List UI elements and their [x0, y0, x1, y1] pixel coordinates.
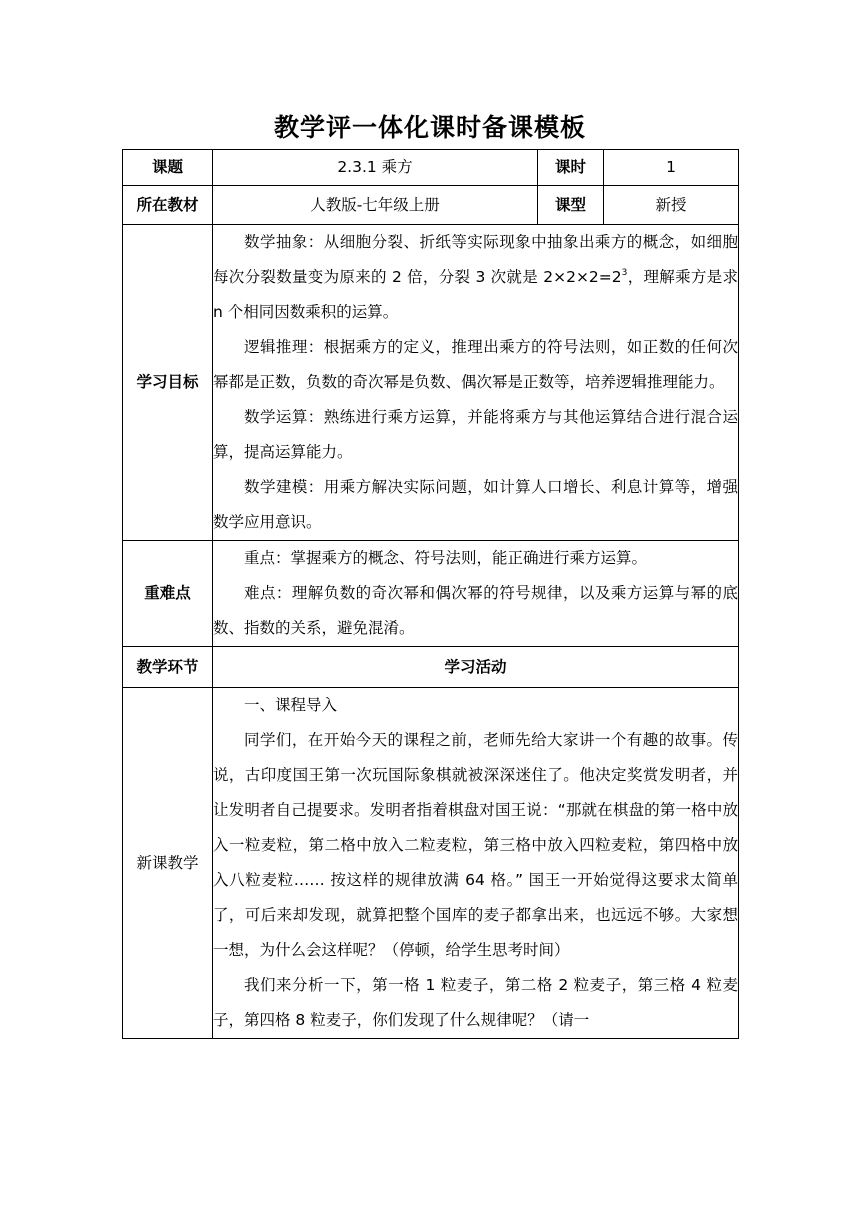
learning-activity-label: 学习活动: [213, 647, 739, 688]
lesson-type-label: 课型: [538, 186, 604, 225]
lesson-paragraph: 一、课程导入: [244, 696, 338, 714]
objectives-content: [213, 225, 739, 541]
key-point-paragraph: 难点：理解负数的奇次幂和偶次幂的符号规律，以及乘方运算与幂的底数、指数的关系，避免混淆。: [213, 584, 738, 637]
document-title: 教学评一体化课时备课模板: [273, 113, 586, 142]
table-row: [123, 541, 739, 647]
table-row: [123, 225, 739, 541]
key-points-label: 重难点: [123, 541, 213, 647]
key-point-paragraph: 重点：掌握乘方的概念、符号法则，能正确进行乘方运算。: [244, 549, 648, 567]
objective-paragraph: 数学抽象：从细胞分裂、折纸等实际现象中抽象出乘方的概念，如细胞每次分裂数量变为原来的 2 倍，分裂 3 次就是 $2\times 2\times 2=2^3$，理解乘方是求 n 个相同因数乘积的运算。: [213, 233, 738, 321]
lesson-plan-table: [122, 149, 739, 1039]
textbook-label: 所在教材: [123, 186, 213, 225]
new-lesson-label: 新课教学: [123, 688, 213, 1039]
objective-paragraph: 逻辑推理：根据乘方的定义，推理出乘方的符号法则，如正数的任何次幂都是正数，负数的奇次幂是负数、偶次幂是正数等，培养逻辑推理能力。: [213, 338, 738, 391]
textbook-value: 人教版-七年级上册: [213, 186, 538, 225]
key-points-content: [213, 541, 739, 647]
topic-label: 课题: [123, 150, 213, 186]
table-row: [123, 688, 739, 1039]
period-label: 课时: [538, 150, 604, 186]
table-row: [123, 186, 739, 225]
objectives-label: 学习目标: [123, 225, 213, 541]
new-lesson-content: [213, 688, 739, 1039]
period-value: 1: [604, 150, 739, 186]
lesson-type-value: 新授: [604, 186, 739, 225]
lesson-paragraph: 同学们，在开始今天的课程之前，老师先给大家讲一个有趣的故事。传说，古印度国王第一次玩国际象棋就被深深迷住了。他决定奖赏发明者，并让发明者自己提要求。发明者指着棋盘对国王说：“那就在棋盘的第一格中放入一粒麦粒，第二格中放入二粒麦粒，第三格中放入四粒麦粒，第四格中放入八粒麦粒…… 按这样的规律放满 64 格。” 国王一开始觉得这要求太简单了，可后来却发现，就算把整个国库的麦子都拿出来，也远远不够。大家想一想，为什么会这样呢？（停顿，给学生思考时间）: [213, 731, 738, 959]
teaching-stage-label: 教学环节: [123, 647, 213, 688]
objective-paragraph: 数学运算：熟练进行乘方运算，并能将乘方与其他运算结合进行混合运算，提高运算能力。: [213, 408, 738, 461]
lesson-paragraph: 我们来分析一下，第一格 1 粒麦子，第二格 2 粒麦子，第三格 4 粒麦子，第四格 8 粒麦子，你们发现了什么规律呢？（请一: [213, 976, 738, 1029]
objective-paragraph: 数学建模：用乘方解决实际问题，如计算人口增长、利息计算等，增强数学应用意识。: [213, 478, 738, 531]
topic-value: 2.3.1 乘方: [213, 150, 538, 186]
table-row: [123, 647, 739, 688]
exponent: 3: [621, 268, 628, 278]
table-row: [123, 150, 739, 186]
